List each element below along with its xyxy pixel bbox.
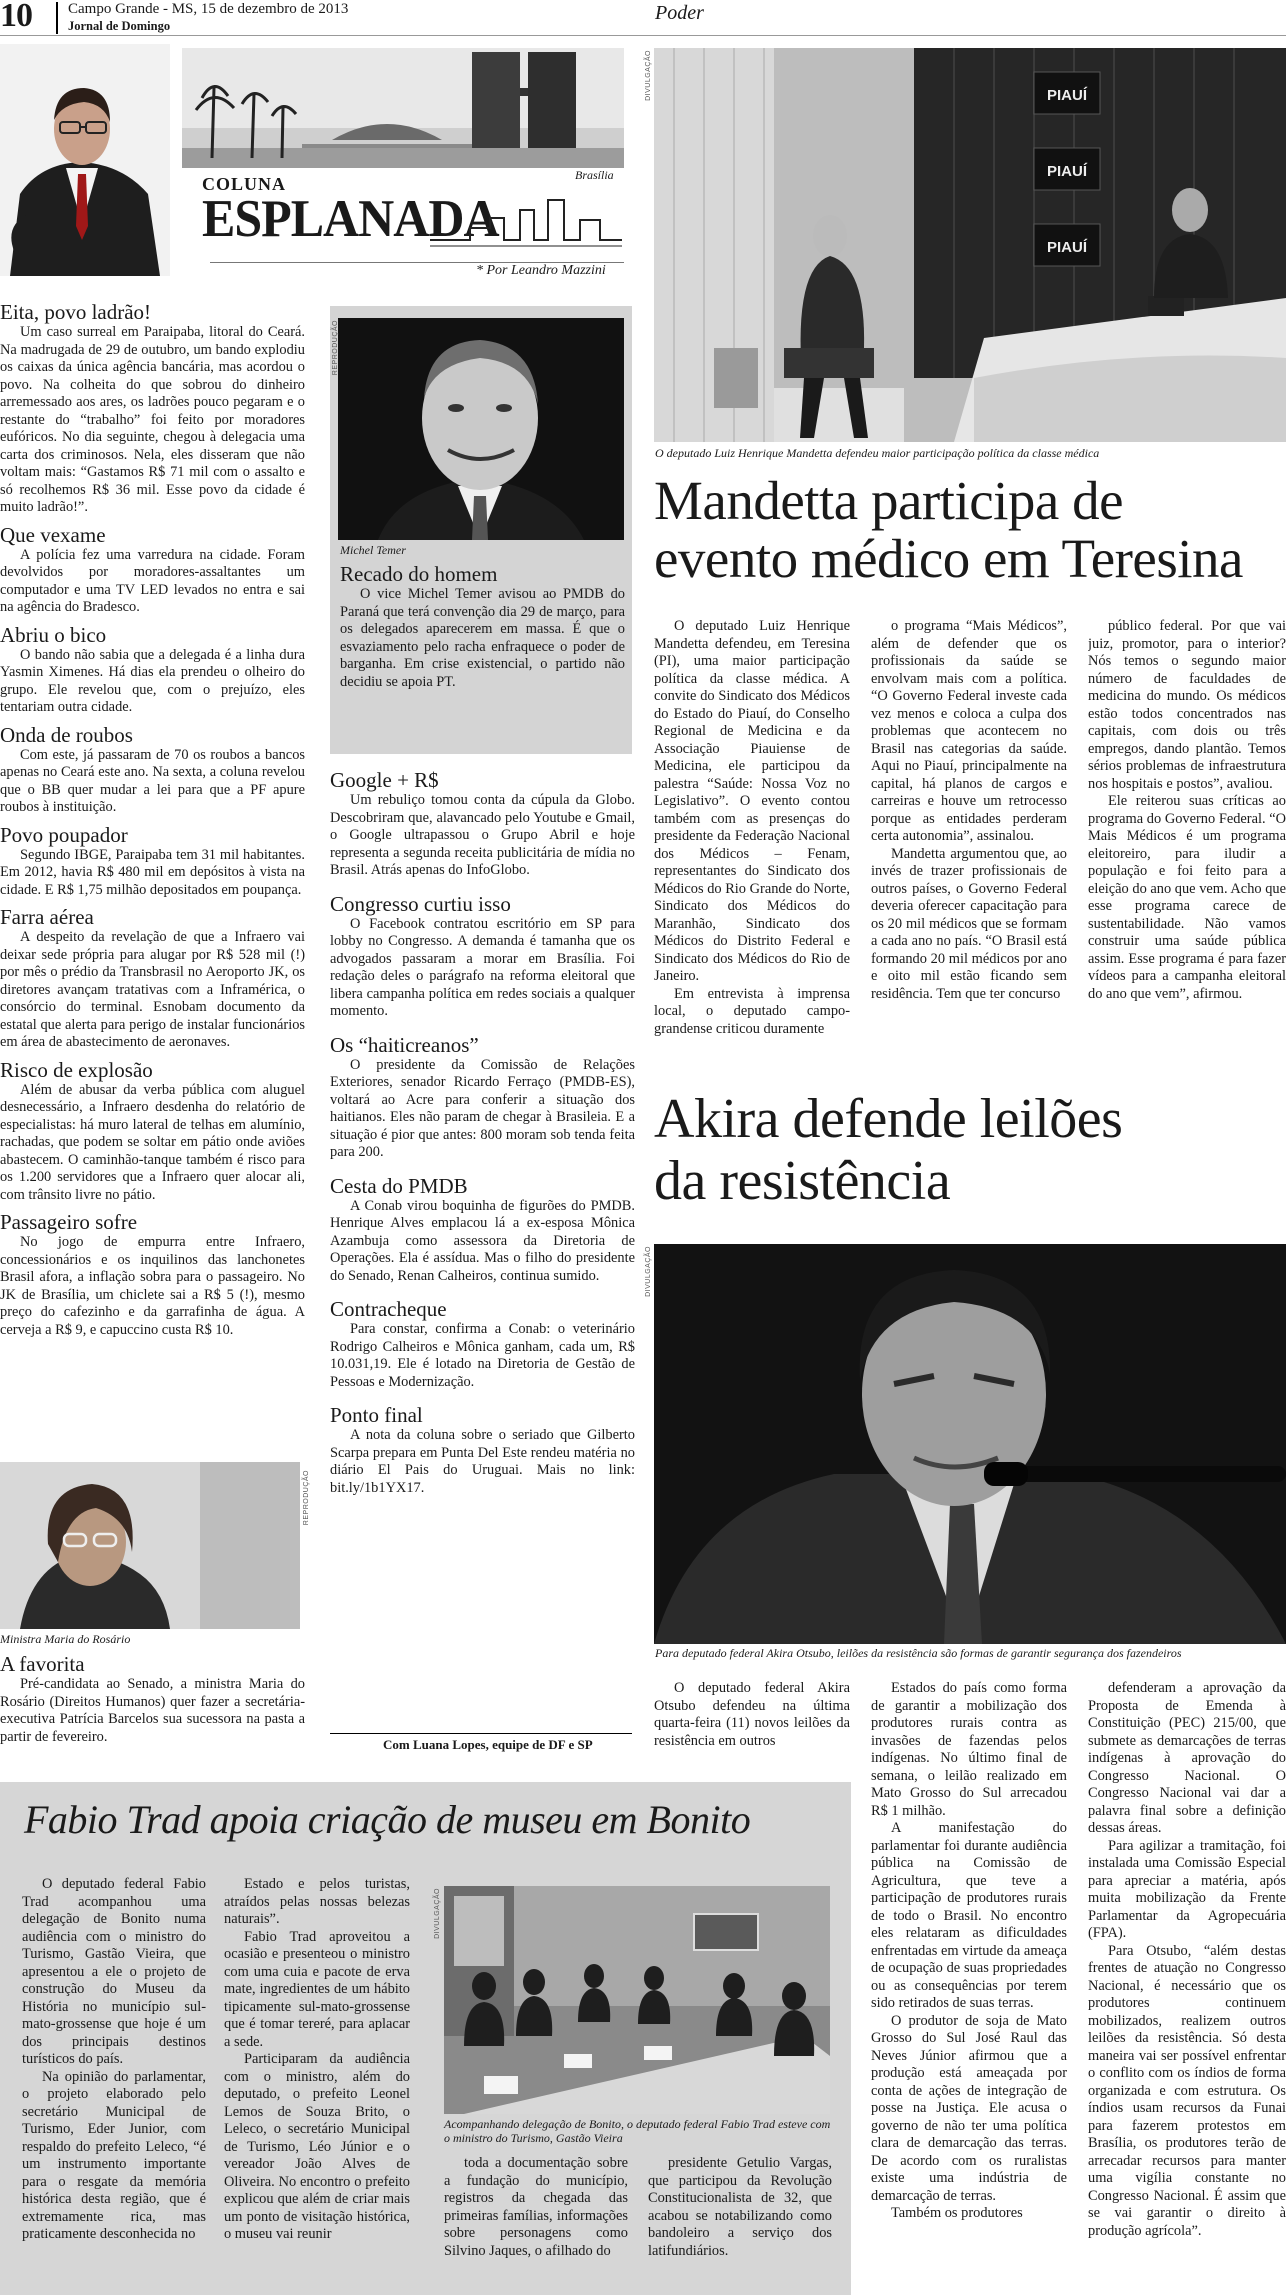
article-paragraph: Em entrevista à imprensa local, o deputado campo-grandense criticou duramente [654,985,850,1037]
page-number: 10 [0,0,32,34]
note-title: Onda de roubos [0,722,133,747]
article-paragraph: defenderam a aprovação da Proposta de Emenda à Constituição (PEC) 215/00, que submete as demarcações de terras indígenas à aprovação do Congresso Nacional. O Congresso Nacional vai dar a palavra final sobre a definição dessas áreas. [1088,1680,1286,1836]
temer-photo [338,318,624,540]
mid-note [330,1297,635,1391]
mid-note [330,1033,635,1162]
article-paragraph: Estados do país como forma de garantir a mobilização dos produtores rurais contra as invasões de fazendas pelos indígenas. No último final de semana, o leilão realizado em Mato Grosso do Sul arrecadou R$ 1 milhão. [871,1680,1067,1819]
note-text: Para constar, confirma a Conab: o veterinário Rodrigo Calheiros e Mônica ganham, cada um, R$ 10.031,19. Ele é lotado na Diretoria de Gestão de Pessoas e Modernização. [330,1321,635,1390]
akira-photo [654,1244,1286,1644]
paper-name: Jornal de Domingo [68,19,171,33]
note-title: Contracheque [330,1297,447,1321]
masthead-rule [0,35,1286,36]
trad-col-2 [224,1876,410,2295]
note-text: Segundo IBGE, Paraipaba tem 31 mil habitantes. Em 2012, havia R$ 480 mil em depósitos à vista na cidade. E R$ 1,75 milhão depositados em poupança. [0,846,305,898]
note-text: No jogo de empurra entre Infraero, concessionários e os inquilinos das lanchonetes Brasil afora, a inflação sobra para o passageiro. No JK de Brasília, um chiclete sai a R$ 5 (!), mesmo preço do cafezinho e da garrafinha de água. A cerveja a R$ 9, e capuccino custa R$ 10. [0,1234,305,1338]
article-paragraph: Participaram da audiência com o ministro, além do deputado, o prefeito Leonel Lemos de Souza Brito, o Leleco, o secretário Municipal de Turismo, Léo Júnior e o vereador João Alves de Oliveira. No encontro o prefeito explicou que além de criar mais um ponto de visitação histórica, o museu vai reunir [224,2051,410,2242]
temer-portrait [338,318,624,540]
note-title: Cesta do PMDB [330,1173,468,1198]
trad-col-1 [22,1876,206,2295]
trad-col-4 [648,2155,832,2295]
note-title: Google + R$ [330,768,439,792]
headline-line: Akira defende leilões [654,1088,1123,1150]
article-paragraph: Ele reiterou suas críticas ao programa do Governo Federal. “O Mais Médicos é um programa eleitoreiro, para iludir a população e foi feito para a eleição do ano que vem. Acho que esse programa carece de sustentabilidade. Não vamos construir uma saúde pública assim. Esse programa é para fazer vídeos para a campanha eleitoral do ano que vem”, afirmou. [1088,793,1286,1002]
note-title: Farra aérea [0,905,94,929]
akira-headline [654,1088,1122,1212]
article-paragraph: Na opinião do parlamentar, o projeto elaborado pelo secretário Municipal de Turismo, Eder Junior, com respaldo do prefeito Leleco, “é um instrumento importante para o resgate da memória histórica desta região, que é extremamente rica, mas praticamente desconhecida no [22,2068,206,2242]
trad-col-3 [444,2155,628,2295]
note-text: Um caso surreal em Paraipaba, litoral do Ceará. Na madrugada de 29 de outubro, um bando explodiu os caixas da única agência bancária, mas acordou o povo. Na colheita do que sobrou do dinheiro arremessado aos ares, os ladrões pouco pegaram e o restante do “trabalho” foi feito por moradores eufóricos. No dia seguinte, chegou à delegacia uma carta dos criminosos. Nela, eles disseram que não voltam mais: “Gastamos R$ 71 mil com o assalto e só recolhemos R$ 36 mil. Esse povo da cidade é muito ladrão!”. [0,324,305,515]
tv-studio-scene [654,48,1286,442]
columnist-photo [0,44,170,276]
article-paragraph: Para agilizar a tramitação, foi instalada uma Comissão Especial para apreciar a matéria, após muita mobilização da Frente Parlamentar da Agropecuária (FPA). [1088,1837,1286,1941]
left-note [0,523,305,617]
headline-line: Mandetta participa de [654,470,1124,531]
trad-meeting-photo [444,1886,830,2114]
trad-caption: Acompanhando delegação de Bonito, o deputado federal Fabio Trad esteve com o ministro do Turismo, Gastão Vieira [444,2117,831,2145]
note-title: Ponto final [330,1403,423,1427]
article-paragraph: Estado e pelos turistas, atraídos pelas nossas belezas naturais”. [224,1876,410,1927]
note-title: Congresso curtiu isso [330,891,511,916]
coluna-kicker: COLUNA [202,174,287,194]
article-paragraph: público federal. Por que vai juiz, promotor, para o interior? Nós temos o segundo maior número de faculdades de medicina do mundo. Os médicos estão todos concentrados nas capitais, com dois ou três empregos, dando plantão. Temos sérios problemas de infraestrutura nos hospitais e postos”, avaliou. [1088,618,1286,792]
left-note [0,300,305,517]
mid-note [330,1403,635,1497]
page-number-rule [56,2,58,34]
photo-credit: DIVULGAÇÃO [434,1888,441,1939]
studio-sign: PIAUÍ [1046,87,1088,104]
note-text: O presidente da Comissão de Relações Exteriores, senador Ricardo Ferraço (PMDB-ES), voltará ao Acre para conferir a situação dos haitianos. Eles não param de chegar à Brasileia. E a situação é pior que antes: 800 moram sob tenda feita para 200. [330,1056,635,1160]
left-note [0,905,305,1052]
akira-col-1 [654,1680,850,1760]
photo-credit: REPRODUÇÃO [332,320,339,376]
mandetta-caption: O deputado Luiz Henrique Mandetta defendeu maior participação política da classe médica [655,446,1100,460]
akira-portrait [654,1244,1286,1644]
note-title: Passageiro sofre [0,1210,138,1234]
photo-credit: REPRODUÇÃO [303,1470,310,1526]
akira-col-3 [1088,1680,1286,2295]
headline-line: evento médico em Teresina [654,528,1243,589]
studio-sign: PIAUÍ [1046,239,1088,256]
article-paragraph: o programa “Mais Médicos”, além de defender que os profissionais da saúde se envolvam mais com a política. “O Governo Federal investe cada vez menos e coloca a culpa dos problemas que acontecem no Brasil nas categorias da saúde. Aqui no Piauí, principalmente na capital, há planos de cargos e carreiras e houve um retrocesso porque as entidades perderam certa autonomia”, assinalou. [871,618,1067,844]
temer-caption: Michel Temer [340,543,406,557]
article-paragraph: Fabio Trad aproveitou a ocasião e presenteou o ministro com uma cuia e pacote de erva mate, ingredientes de um hábito tipicamente sul-mato-grossense que é tomar tereré, para aplacar a sede. [224,1928,410,2050]
left-note [0,1210,305,1339]
dateline: Campo Grande - MS, 15 de dezembro de 2013 [68,1,349,17]
note-title: Eita, povo ladrão! [0,300,152,324]
note-title: Recado do homem [340,562,498,586]
article-paragraph: presidente Getulio Vargas, que participou da Revolução Constitucionalista de 32, que acabou se notabilizando como bandoleiro a serviço dos latifundiários. [648,2155,832,2259]
article-paragraph: Também os produtores [891,2205,1023,2221]
note-text: O vice Michel Temer avisou ao PMDB do Paraná que terá convenção dia 29 de março, para os delegados aparecerem em massa. É que o esvaziamento pelo racha enfraquece o poder de barganha. Em crise existencial, o partido não decidiu se apoia PT. [340,586,625,690]
article-paragraph: O deputado federal Fabio Trad acompanhou uma delegação de Bonito numa audiência com o ministro do Turismo, Gastão Vieira, que apresentou a ele o projeto de construção do Museu da História no município sul-mato-grossense que hoje é um dos principais destinos turísticos do país. [22,1876,206,2067]
coluna-city: Brasília [575,168,614,182]
coluna-name: ESPLANADA [202,188,499,248]
note-text: A Conab virou boquinha de figurões do PMDB. Henrique Alves emplacou lá a ex-esposa Mônica Azambuja como assessora da Diretoria de Operações. Ela é assídua. Mas o filho do presidente do Senado, Renan Calheiros, continua sumido. [330,1197,635,1284]
brasilia-congress-photo [182,48,624,168]
article-paragraph: Para Otsubo, “além destas frentes de atuação no Congresso Nacional, é necessário que os produtores continuem mobilizados, realizem outros leilões da resistência. Só desta maneira vai ser possível enfrentar o conflito com os índios de forma organizada e com estrutura. Os índios usam recursos da Funai para fazerem protestos em Brasília, os produtores terão de arrecadar recursos para manter uma vigília constante no Congresso Nacional. É assim que se vai garantir o direito à produção agrícola”. [1088,1942,1286,2239]
esplanada-building-graphic [430,190,622,252]
note-title: Povo poupador [0,822,128,847]
photo-credit: DIVULGAÇÃO [645,50,652,101]
akira-caption: Para deputado federal Akira Otsubo, leilões da resistência são formas de garantir segurança dos fazendeiros [655,1646,1182,1660]
section-name: Poder [655,2,704,24]
note-text: Além de abusar da verba pública com aluguel desnecessário, a Infraero desdenha do relatório de especialistas: há muro lateral de telhas em alumínio, rachadas, que podem se soltar em pátio onde aviões abastecem. O caminhão-tanque também é risco para os 1.200 servidores que a Infraero quer alocar ali, com trânsito livre no pátio. [0,1081,305,1203]
note-text: O bando não sabia que a delegada é a linha dura Yasmin Ximenes. Há dias ela prendeu o olheiro do grupo. Ele revelou que, com o prejuízo, eles tentariam outra cidade. [0,646,305,715]
mandetta-col-2 [871,618,1067,1058]
note-text: Com este, já passaram de 70 os roubos a bancos apenas no Ceará este ano. Na sexta, a coluna revelou que o BB quer mudar a lei para que a PF apure roubos à instituição. [0,746,305,815]
rosario-portrait [0,1462,300,1629]
coluna-byline: * Por Leandro Mazzini [476,263,606,278]
article-paragraph: Mandetta argumentou que, ao invés de trazer profissionais de outros países, o Governo Federal deveria oferecer capacitação para os 20 mil médicos que se formam a cada ano no país. “O Brasil está formando 20 mil médicos por ano e oito mil estão ficando sem residência. Tem que ter concurso [871,845,1067,1002]
note-text: Pré-candidata ao Senado, a ministra Maria do Rosário (Direitos Humanos) quer fazer a secretária-executiva Patrícia Barcelos sua sucessora na pasta a partir de fevereiro. [0,1676,305,1745]
mandetta-col-3 [1088,618,1286,1058]
note-text: O Facebook contratou escritório em SP para lobby no Congresso. A demanda é tamanha que os advogados passaram a morar em Brasília. Foi redação deles o parágrafo na reforma eleitoral que libera campanha política em redes sociais a qualquer momento. [330,915,635,1019]
note-title: Os “haiticreanos” [330,1032,479,1057]
left-note [0,723,305,817]
note-text: A despeito da revelação de que a Infraero vai deixar sede própria para alugar por R$ 528 mil (!) por mês o prédio da Transbrasil no Aeroporto JK, os diretores avançam tratativas com a Inframérica, o consórcio do terminal. Esnobam documento da estatal que alerta para perigo de instalar funcionários em área de abastecimento de aeronaves. [0,929,305,1050]
photo-credit: DIVULGAÇÃO [645,1246,652,1297]
note-title: A favorita [0,1652,85,1676]
studio-sign: PIAUÍ [1046,163,1088,180]
left-notes-column [0,300,305,1458]
left-note [0,1058,305,1205]
middle-notes-column [330,768,635,1718]
rosario-caption: Ministra Maria do Rosário [0,1632,131,1646]
rosario-note [0,1652,305,1746]
note-text: A nota da coluna sobre o seriado que Gilberto Scarpa prepara em Punta Del Este rendeu matéria no diário El Pais do Uruguai. Mais no link: bit.ly/1b1YX17. [330,1427,635,1496]
signoff-rule [330,1733,632,1734]
signoff: Com Luana Lopes, equipe de DF e SP [383,1737,593,1752]
left-note [0,623,305,717]
article-paragraph: O deputado Luiz Henrique Mandetta defendeu, em Teresina (PI), uma maior participação política da classe médica. A convite do Sindicato dos Médicos do Estado do Piauí, do Conselho Regional de Medicina e da Associação Piauiense de Medicina, ele participou da palestra “Saúde: Nossa Voz no Legislativo”. O evento contou também com as presenças do presidente da Federação Nacional dos Médicos – Fenam, representantes do Sindicato dos Médicos do Rio Grande do Norte, Sindicato dos Médicos do Maranhão, Sindicato dos Médicos do Distrito Federal e Sindicato dos Médicos do Rio de Janeiro. [654,618,850,984]
article-paragraph: O produtor de soja de Mato Grosso do Sul José Raul das Neves Júnior afirmou que a produção está ameaçada por conta de ações de integração de posse na Justiça. Ele acusa o governo de não ter uma política clara de demarcação das terras. De acordo com os ruralistas existe uma indústria de demarcação de terras. [871,2012,1067,2204]
mid-note [330,768,635,880]
trad-headline: Fabio Trad apoia criação de museu em Bonito [24,1797,751,1842]
article-paragraph: O deputado federal Akira Otsubo defendeu na última quarta-feira (11) novos leilões da resistência em outros [654,1680,850,1749]
note-text: A polícia fez uma varredura na cidade. Foram devolvidos por moradores-assaltantes um computador e uma TV LED levados no entra e sai na agência do Bradesco. [0,546,305,615]
congress-skyline [182,48,624,168]
mandetta-studio-photo [654,48,1286,442]
temer-note [340,562,625,691]
mid-note [330,1174,635,1286]
mandetta-headline [654,472,1243,588]
mid-note [330,892,635,1021]
left-note [0,823,305,900]
note-title: Risco de explosão [0,1057,153,1082]
akira-col-2 [871,1680,1067,2295]
note-title: Que vexame [0,522,106,547]
article-paragraph: toda a documentação sobre a fundação do município, registros da chegada das primeiras famílias, informações sobre personagens como Silvino Jaques, o afilhado do [444,2155,628,2259]
article-paragraph: A manifestação do parlamentar foi durante audiência pública na Comissão de Agricultura, que teve a participação de produtores rurais de todo o Brasil. No encontro eles relataram as dificuldades enfrentadas em virtude da ameaça de ocupação de suas propriedades ou as consequências por terem sido retirados de suas terras. [871,1820,1067,2011]
mandetta-col-1 [654,618,850,1058]
columnist-portrait [0,44,170,276]
rosario-photo [0,1462,300,1629]
headline-line: da resistência [654,1150,951,1212]
note-text: Um rebuliço tomou conta da cúpula da Globo. Descobriram que, alavancado pelo Youtube e Gmail, o Google ultrapassou o Grupo Abril e hoje representa a segunda receita publicitária de mídia no Brasil. Atrás apenas do InfoGlobo. [330,792,635,878]
meeting-scene [444,1886,830,2114]
note-title: Abriu o bico [0,622,107,647]
